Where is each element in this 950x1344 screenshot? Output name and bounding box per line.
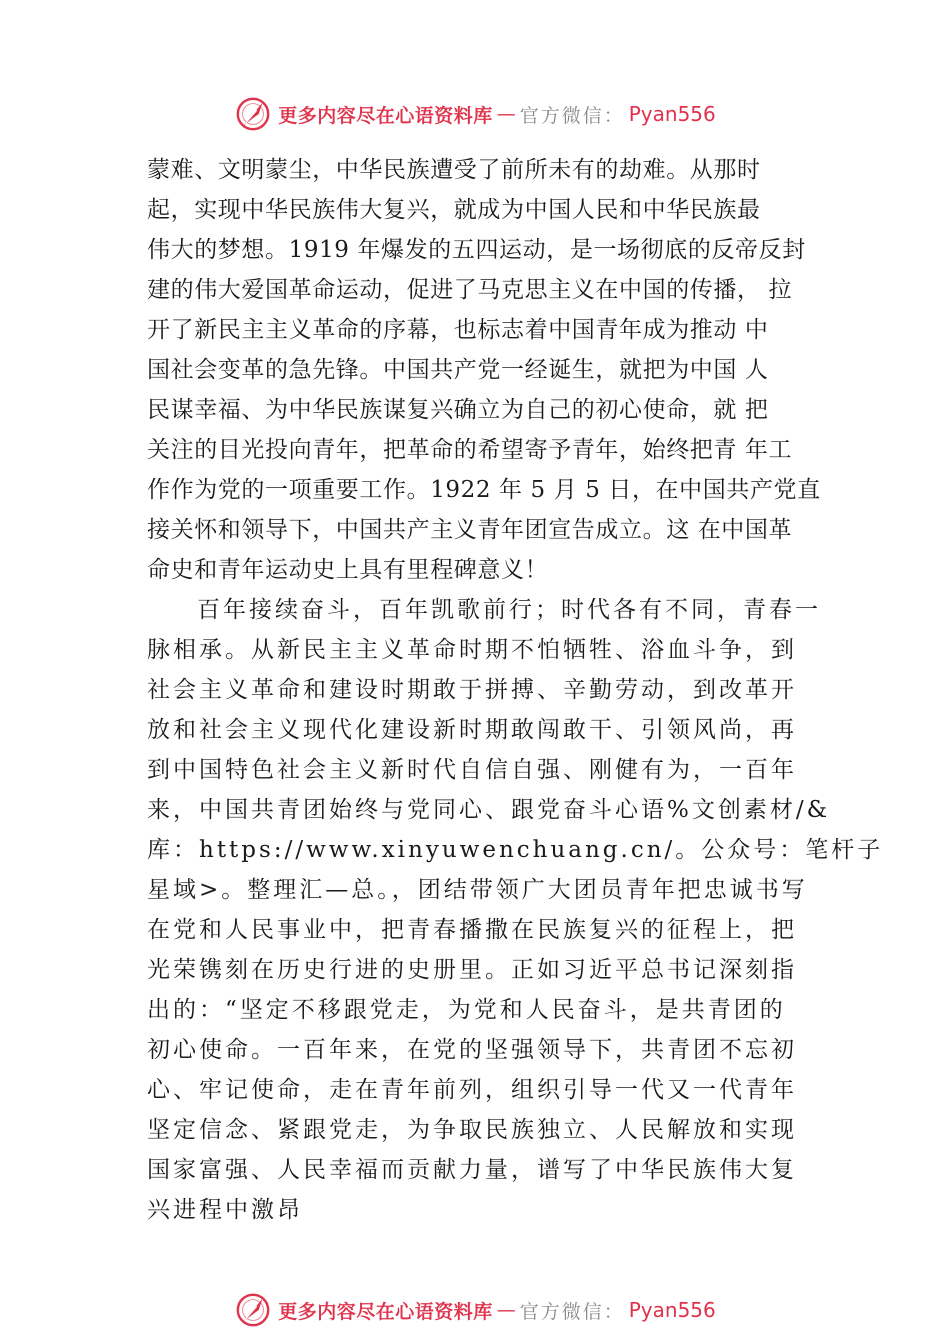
header-wechat-label: 官方微信： [519,104,625,127]
text-line: 库：https://www.xinyuwenchuang.cn/。公众号：笔杆子 [147,837,884,863]
text-line: 建的伟大爱国革命运动，促进了马克思主义在中国的传播， 拉 [147,277,793,303]
text-line: 社会主义革命和建设时期敢于拼搏、辛勤劳动，到改革开 [147,677,797,703]
text-line: 在党和人民事业中，把青春播撒在民族复兴的征程上，把 [147,917,797,943]
text-line: 蒙难、文明蒙尘，中华民族遭受了前所未有的劫难。从那时 [147,157,761,183]
text-line: 命史和青年运动史上具有里程碑意义！ [147,557,549,583]
text-line: 心、牢记使命，走在青年前列，组织引导一代又一代青年 [147,1077,797,1103]
footer-banner [0,1290,950,1330]
quill-logo-icon [234,95,272,133]
text-line: 民谋幸福、为中华民族谋复兴确立为自己的初心使命，就 把 [147,397,769,423]
text-line: 开了新民主主义革命的序幕，也标志着中国青年成为推动 中 [147,317,769,343]
header-banner [0,94,950,134]
footer-wechat-label: 官方微信： [519,1300,625,1323]
text-line: 来，中国共青团始终与党同心、跟党奋斗心语%文创素材/& [147,797,831,823]
footer-dash: — [496,1299,516,1321]
text-line: 坚定信念、紧跟党走，为争取民族独立、人民解放和实现 [147,1117,797,1143]
footer-title: 更多内容尽在心语资料库 [278,1300,493,1323]
quill-logo-icon [234,1291,272,1329]
text-line: 关注的目光投向青年，把革命的希望寄予青年，始终把青 年工 [147,437,793,463]
text-line: 起，实现中华民族伟大复兴，就成为中国人民和中华民族最 [147,197,761,223]
header-dash: — [496,103,516,125]
text-line: 脉相承。从新民主主义革命时期不怕牺牲、浴血斗争，到 [147,637,797,663]
text-line: 接关怀和领导下，中国共产主义青年团宣告成立。这 在中国革 [147,517,793,543]
text-line: 国家富强、人民幸福而贡献力量，谱写了中华民族伟大复 [147,1157,797,1183]
footer-wechat-id: Pyan556 [628,1298,716,1322]
paragraph-start-line: 百年接续奋斗，百年凯歌前行；时代各有不同，青春一 [197,597,821,623]
text-line: 初心使命。一百年来，在党的坚强领导下，共青团不忘初 [147,1037,797,1063]
text-line: 伟大的梦想。1919 年爆发的五四运动，是一场彻底的反帝反封 [147,237,806,263]
text-line: 出的：“坚定不移跟党走，为党和人民奋斗，是共青团的 [147,997,786,1023]
document-body [147,150,884,1230]
header-wechat-id: Pyan556 [628,102,716,126]
text-line: 放和社会主义现代化建设新时期敢闯敢干、引领风尚，再 [147,717,797,743]
text-line: 星域>。整理汇—总。，团结带领广大团员青年把忠诚书写 [147,877,808,903]
text-line: 作作为党的一项重要工作。1922 年 5 月 5 日，在中国共产党直 [147,477,821,503]
text-line: 到中国特色社会主义新时代自信自强、刚健有为，一百年 [147,757,797,783]
text-line: 光荣镌刻在历史行进的史册里。正如习近平总书记深刻指 [147,957,797,983]
text-line: 兴进程中激昂 [147,1197,303,1223]
text-line: 国社会变革的急先锋。中国共产党一经诞生，就把为中国 人 [147,357,769,383]
header-title: 更多内容尽在心语资料库 [278,104,493,127]
